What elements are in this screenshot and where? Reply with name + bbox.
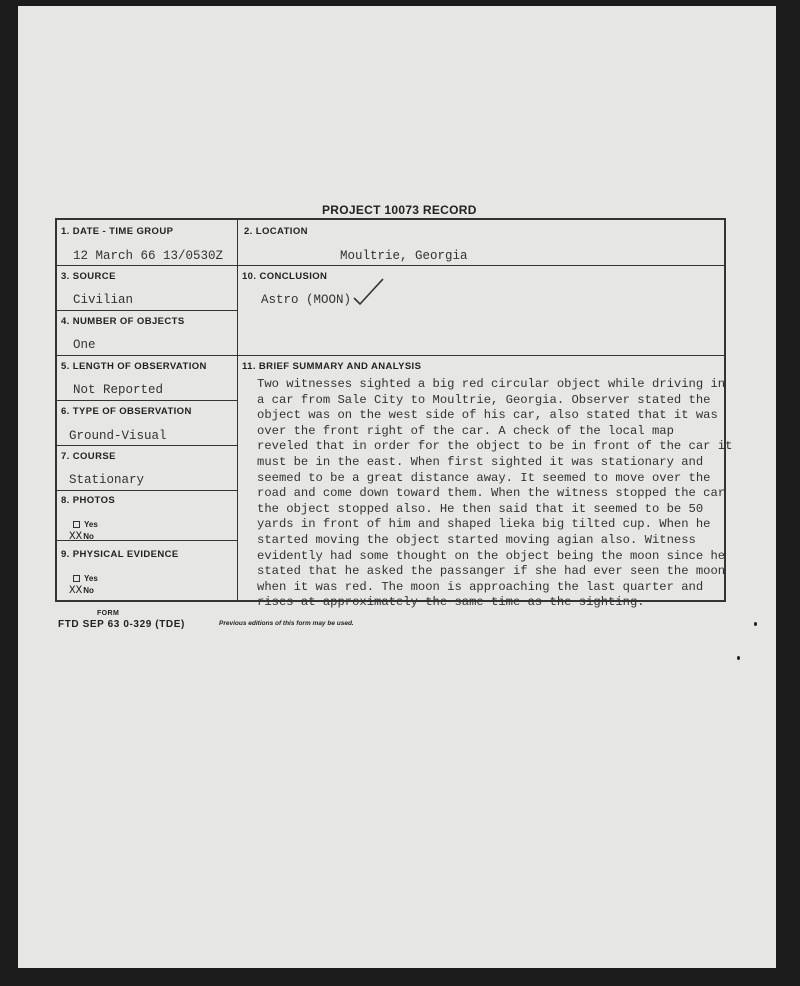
photos-no-label: No <box>83 532 94 541</box>
number-of-objects-value: One <box>73 338 96 352</box>
record-form <box>55 218 733 610</box>
summary-line: over the front right of the car. A check of the local map <box>257 423 674 438</box>
location-label: 2. LOCATION <box>244 226 308 237</box>
checkmark-icon <box>350 276 390 306</box>
summary-line: a car from Sale City to Moultrie, Georgia. Observer stated the <box>257 392 711 407</box>
photos-no-option <box>69 531 94 543</box>
physical-evidence-no-label: No <box>83 586 94 595</box>
conclusion-label: 10. CONCLUSION <box>242 271 328 282</box>
record-title: PROJECT 10073 RECORD <box>322 203 477 217</box>
photos-no-mark: XX <box>69 531 83 543</box>
course-value: Stationary <box>69 473 145 487</box>
conclusion-value: Astro (MOON) <box>261 293 352 307</box>
scan-speck <box>754 622 757 626</box>
form-footer <box>57 610 557 640</box>
number-of-objects-label: 4. NUMBER OF OBJECTS <box>61 316 185 327</box>
summary-line: reveled that in order for the object to be in front of the car it <box>257 439 733 454</box>
scan-border <box>0 968 800 986</box>
row-divider-6 <box>57 490 237 491</box>
row-divider-1 <box>57 265 726 266</box>
location-value: Moultrie, Georgia <box>340 249 468 263</box>
summary-line: the object stopped also. He then said that it seemed to be 50 <box>257 501 704 516</box>
row-divider-5 <box>57 445 237 446</box>
summary-line: road and come down toward them. When the witness stopped the car <box>257 486 726 501</box>
form-identifier: FTD SEP 63 0-329 (TDE) <box>58 619 185 630</box>
length-of-observation-label: 5. LENGTH OF OBSERVATION <box>61 361 207 372</box>
summary-line: seemed to be a great distance away. It seemed to move over the <box>257 470 711 485</box>
checkbox-icon <box>73 521 80 528</box>
row-divider-4 <box>57 400 237 401</box>
physical-evidence-yes-option <box>73 574 98 583</box>
form-word: FORM <box>97 610 120 617</box>
row-divider-3 <box>57 355 726 356</box>
source-label: 3. SOURCE <box>61 271 116 282</box>
photos-label: 8. PHOTOS <box>61 495 116 506</box>
photos-yes-label: Yes <box>84 520 98 529</box>
summary-line: must be in the east. When first sighted it was stationary and <box>257 454 704 469</box>
type-of-observation-value: Ground-Visual <box>69 429 167 443</box>
photos-yes-option <box>73 520 98 529</box>
summary-line: rises at approximately the same time as the sighting. <box>257 595 645 610</box>
physical-evidence-yes-label: Yes <box>84 574 98 583</box>
scan-speck <box>737 656 740 660</box>
checkbox-icon <box>73 575 80 582</box>
length-of-observation-value: Not Reported <box>73 383 164 397</box>
summary-line: evidently had some thought on the object being the moon since he <box>257 548 726 563</box>
summary-line: yards in front of him and shaped lieka big tilted cup. When he <box>257 517 711 532</box>
physical-evidence-label: 9. PHYSICAL EVIDENCE <box>61 549 179 560</box>
date-time-group-label: 1. DATE - TIME GROUP <box>61 226 174 237</box>
summary-line: when it was red. The moon is approaching the last quarter and <box>257 579 704 594</box>
summary-line: object was on the west side of his car, also stated that it was <box>257 408 718 423</box>
summary-line: started moving the object started moving agian also. Witness <box>257 532 696 547</box>
row-divider-2 <box>57 310 237 311</box>
summary-label: 11. BRIEF SUMMARY AND ANALYSIS <box>242 361 422 372</box>
summary-line: stated that he asked the passanger if she had ever seen the moon <box>257 564 726 579</box>
summary-text <box>257 377 737 611</box>
form-note: Previous editions of this form may be used. <box>219 620 354 627</box>
physical-evidence-no-mark: XX <box>69 585 83 597</box>
type-of-observation-label: 6. TYPE OF OBSERVATION <box>61 406 192 417</box>
column-divider <box>237 220 238 602</box>
physical-evidence-no-option <box>69 585 94 597</box>
date-time-group-value: 12 March 66 13/0530Z <box>73 249 224 263</box>
summary-line: Two witnesses sighted a big red circular object while driving in <box>257 377 726 391</box>
source-value: Civilian <box>73 293 134 307</box>
course-label: 7. COURSE <box>61 451 116 462</box>
